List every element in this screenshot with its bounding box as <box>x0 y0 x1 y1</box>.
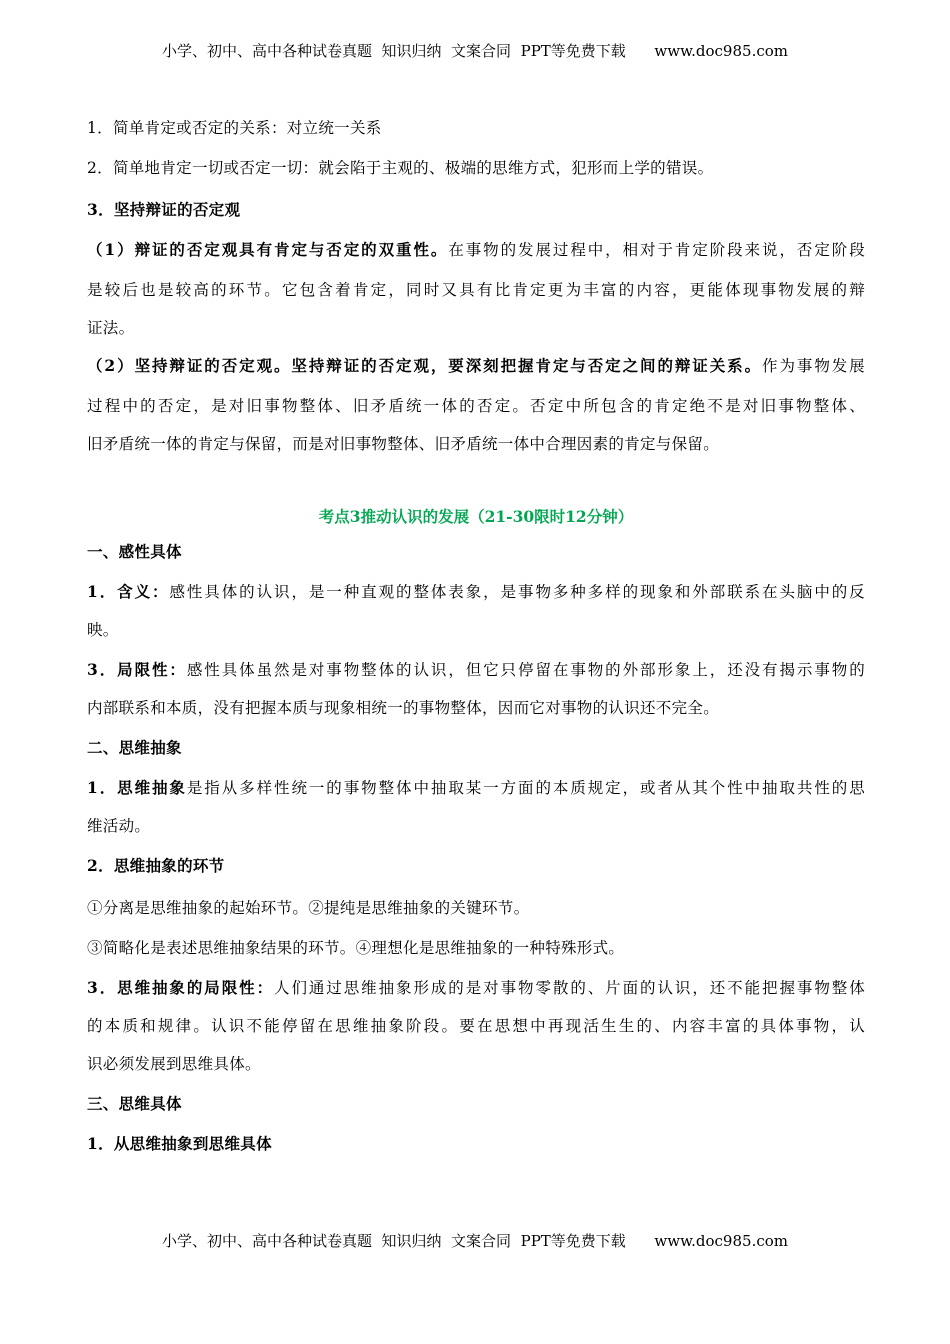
section-title: 考点3推动认识的发展（21-30限时12分钟） <box>318 507 634 526</box>
point-2: 2．简单地肯定一切或否定一切：就会陷于主观的、极端的思维方式，犯形而上学的错误。 <box>87 159 714 177</box>
paragraph-6-line: 识必须发展到思维具体。 <box>87 1055 261 1073</box>
paragraph-2-line: 旧矛盾统一体的肯定与保留，而是对旧事物整体、旧矛盾统一体中合理因素的肯定与保留。 <box>87 435 720 453</box>
point-1: 1．简单肯定或否定的关系：对立统一关系 <box>87 119 382 137</box>
paragraph-6-line: 3．思维抽象的局限性：人们通过思维抽象形成的是对事物零散的、片面的认识，还不能把握事物整体 <box>87 978 865 997</box>
heading-abstract-stages: 2．思维抽象的环节 <box>87 856 225 875</box>
page-header: 小学、初中、高中各种试卷真题 知识归纳 文案合同 PPT等免费下载 www.doc985.com <box>161 42 788 60</box>
paragraph-1-line: （1）辩证的否定观具有肯定与否定的双重性。在事物的发展过程中，相对于肯定阶段来说，否定阶段 <box>87 240 865 259</box>
paragraph-4-line: 内部联系和本质，没有把握本质与现象相统一的事物整体，因而它对事物的认识还不完全。 <box>87 699 720 717</box>
stages-line: ③简略化是表述思维抽象结果的环节。④理想化是思维抽象的一种特殊形式。 <box>87 939 625 957</box>
paragraph-2-line: （2）坚持辩证的否定观。坚持辩证的否定观，要深刻把握肯定与否定之间的辩证关系。作为事物发展 <box>87 356 865 375</box>
heading-perceptual-concrete: 一、感性具体 <box>87 542 182 561</box>
paragraph-1-line: 是较后也是较高的环节。它包含着肯定，同时又具有比肯定更为丰富的内容，更能体现事物发展的辩 <box>87 281 865 299</box>
paragraph-1-line: 证法。 <box>87 319 135 337</box>
heading-abstract-thinking: 二、思维抽象 <box>87 738 182 757</box>
page-footer: 小学、初中、高中各种试卷真题 知识归纳 文案合同 PPT等免费下载 www.doc985.com <box>161 1232 788 1250</box>
heading-dialectical-negation: 3．坚持辩证的否定观 <box>87 200 241 219</box>
paragraph-3-line: 映。 <box>87 621 119 639</box>
stages-line: ①分离是思维抽象的起始环节。②提纯是思维抽象的关键环节。 <box>87 899 530 917</box>
heading-concrete-thinking: 三、思维具体 <box>87 1094 182 1113</box>
paragraph-5-line: 1．思维抽象是指从多样性统一的事物整体中抽取某一方面的本质规定，或者从其个性中抽取共性的思 <box>87 778 865 797</box>
paragraph-2-line: 过程中的否定，是对旧事物整体、旧矛盾统一体的否定。否定中所包含的肯定绝不是对旧事物整体、 <box>87 397 865 415</box>
heading-abstract-to-concrete: 1．从思维抽象到思维具体 <box>87 1134 272 1153</box>
paragraph-3-line: 1．含义：感性具体的认识，是一种直观的整体表象，是事物多种多样的现象和外部联系在头脑中的反 <box>87 582 865 601</box>
paragraph-5-line: 维活动。 <box>87 817 151 835</box>
paragraph-4-line: 3．局限性：感性具体虽然是对事物整体的认识，但它只停留在事物的外部形象上，还没有揭示事物的 <box>87 660 865 679</box>
paragraph-6-line: 的本质和规律。认识不能停留在思维抽象阶段。要在思想中再现活生生的、内容丰富的具体事物，认 <box>87 1017 865 1035</box>
